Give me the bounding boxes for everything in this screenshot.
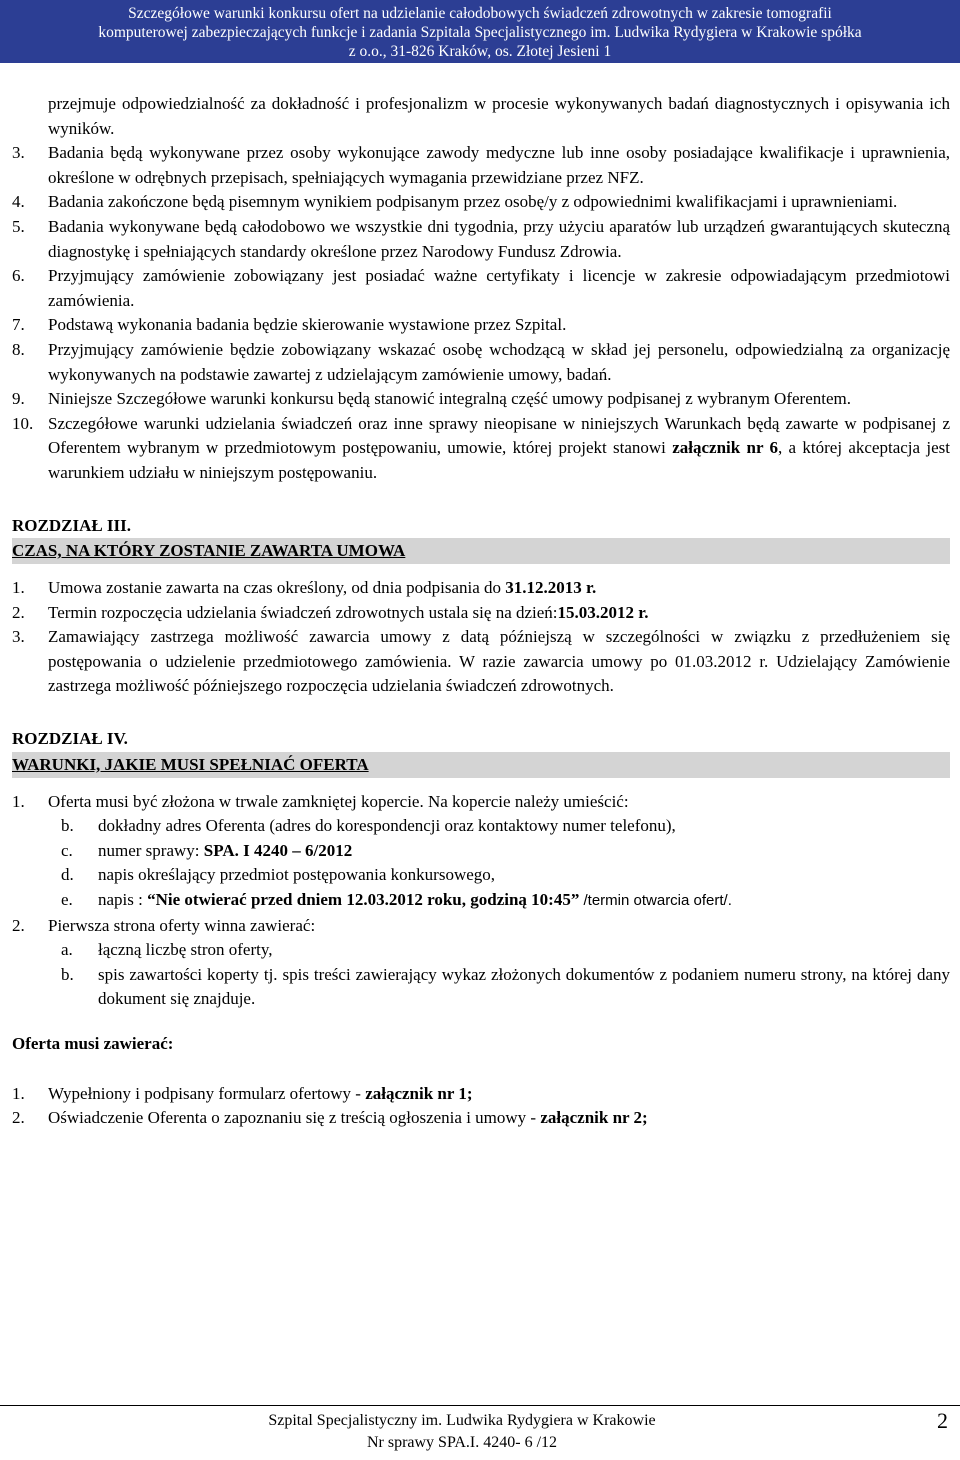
item-text: Oferta musi być złożona w trwale zamkniętej kopercie. Na kopercie należy umieścić: (48, 791, 629, 811)
list-item (12, 576, 950, 601)
sub-text (98, 839, 950, 864)
footer-text (0, 1410, 924, 1454)
chapter-heading: ROZDZIAŁ III. (12, 515, 132, 535)
envelope-label: “Nie otwierać przed dniem 12.03.2012 roku, godziną 10:45” (147, 890, 580, 910)
item-number: 10. (12, 413, 34, 433)
sub-item (12, 963, 950, 1012)
sub-text-part: /termin otwarcia ofert/. (579, 892, 732, 910)
item-number: 3. (12, 627, 25, 647)
document-body (0, 63, 960, 1131)
sub-text: łączną liczbę stron oferty, (98, 940, 273, 960)
sub-text: dokładny adres Oferenta (adres do korespondencji oraz kontaktowy numer telefonu), (98, 816, 676, 836)
item-text (48, 601, 950, 626)
item-number: 8. (12, 339, 25, 359)
item-number: 2. (12, 1108, 25, 1128)
sub-item (12, 888, 950, 914)
item-text: Badania zakończone będą pisemnym wynikiem podpisanym przez osobę/y z odpowiednimi kwalifikacjami i uprawnieniami. (48, 192, 898, 212)
sub-letter: d. (61, 865, 74, 885)
sub-text-part: napis : (98, 890, 148, 910)
page-footer (0, 1405, 960, 1455)
item-text: Zamawiający zastrzega możliwość zawarcia umowy z datą późniejszą w szczególności w związku z przedłużeniem się postępowania o udzielenie przedmiotowego zamówienia. W razie zawarcia umowy po 01.03.2012 r. Udzielający Zamówienie zastrzega możliwość późniejszego rozpoczęcia udzielania świadczeń zdrowotnych. (48, 627, 950, 696)
section-heading: Oferta musi zawierać: (12, 1034, 174, 1053)
page-number: 2 (937, 1408, 948, 1433)
offer-contents-list (12, 1082, 950, 1131)
continuation-paragraph: przejmuje odpowiedzialność za dokładność i profesjonalizm w procesie wykonywanych badań diagnostycznych i opisywania ich wyników. (48, 94, 950, 138)
item-text: Przyjmujący zamówienie zobowiązany jest posiadać ważne certyfikaty i licencje w zakresie odpowiadającym przedmiotowi zamówienia. (48, 266, 950, 310)
item-number: 6. (12, 266, 25, 286)
item-text-part: , a której akceptacja jest warunkiem udziału w niniejszym postępowaniu. (48, 438, 950, 482)
item-number: 2. (12, 915, 25, 935)
item-text (48, 412, 950, 486)
sub-text-part: numer sprawy: (98, 840, 204, 860)
header-line-1: Szczegółowe warunki konkursu ofert na udzielanie całodobowych świadczeń zdrowotnych w zakresie tomografii (128, 5, 832, 22)
list-item (12, 1082, 950, 1107)
sub-item (12, 814, 950, 839)
item-text-part: Wypełniony i podpisany formularz ofertowy - (48, 1083, 366, 1103)
sub-text: spis zawartości koperty tj. spis treści zawierający wykaz złożonych dokumentów z podaniem numeru strony, na której dany dokument się znajduje. (98, 964, 950, 1009)
item-text: Badania będą wykonywane przez osoby wykonujące zawody medyczne lub inne osoby posiadające kwalifikacje i uprawnienia, określone w odrębnych przepisach, spełniających wymagania przewidziane przez NFZ. (48, 143, 950, 187)
item-text (48, 1106, 950, 1131)
item-text: Podstawą wykonania badania będzie skierowanie wystawione przez Szpital. (48, 315, 567, 335)
item-number: 9. (12, 389, 25, 409)
case-number: SPA. I 4240 – 6/2012 (203, 840, 353, 860)
header-line-3: z o.o., 31-826 Kraków, os. Złotej Jesieni 1 (348, 43, 612, 60)
item-number: 3. (12, 143, 25, 163)
item-number: 2. (12, 602, 25, 622)
attachment-reference: załącznik nr 2; (540, 1108, 648, 1128)
attachment-reference: załącznik nr 1; (365, 1083, 473, 1103)
item-text: Badania wykonywane będą całodobowo we wszystkie dni tygodnia, przy użyciu aparatów lub urządzeń gwarantujących skuteczną diagnostykę i spełniających standardy określone przez Narodowy Fundusz Zdrowia. (48, 216, 950, 261)
chapter-title: WARUNKI, JAKIE MUSI SPEŁNIAĆ OFERTA (12, 752, 950, 778)
sub-letter: e. (61, 890, 73, 910)
sub-item (12, 863, 950, 888)
page-header (0, 0, 960, 63)
list-item (12, 215, 950, 264)
list-item (12, 601, 950, 626)
date-value: 31.12.2013 r. (505, 578, 597, 598)
chapter-title: CZAS, NA KTÓRY ZOSTANIE ZAWARTA UMOWA (12, 538, 950, 564)
item-text: Niniejsze Szczegółowe warunki konkursu będą stanowić integralną część umowy podpisanej z wybranym Oferentem. (48, 389, 851, 409)
list-item (12, 625, 950, 699)
item-number: 4. (12, 192, 25, 212)
list-item (12, 338, 950, 387)
item-text: Przyjmujący zamówienie będzie zobowiązany wskazać osobę wchodzącą w skład jej personelu, odpowiedzialną za organizację wykonywanych na podstawie zawartej z udzielającym zamówienie umowy, badań. (48, 339, 950, 384)
item-text-part: Oświadczenie Oferenta o zapoznaniu się z treścią ogłoszenia i umowy - (48, 1108, 541, 1128)
list-item (12, 190, 950, 215)
list-item (12, 141, 950, 190)
item-text: Pierwsza strona oferty winna zawierać: (48, 915, 316, 935)
attachment-reference: załącznik nr 6 (672, 438, 778, 458)
item-text (48, 1082, 950, 1107)
list-item (12, 313, 950, 338)
chapter3-list (12, 576, 950, 699)
item-text-part: Umowa zostanie zawarta na czas określony, od dnia podpisania do (48, 578, 506, 598)
chapter-heading: ROZDZIAŁ IV. (12, 729, 128, 749)
sub-letter: b. (61, 964, 74, 984)
list-item (12, 790, 950, 815)
sub-letter: a. (61, 940, 73, 960)
item-number: 5. (12, 216, 25, 236)
list-item (12, 914, 950, 939)
list-item (12, 1106, 950, 1131)
chapter4-list (12, 790, 950, 1012)
sub-item (12, 839, 950, 864)
list-item (12, 387, 950, 412)
sub-letter: c. (61, 840, 73, 860)
header-line-2: komputerowej zabezpieczających funkcje i zadania Szpitala Specjalistycznego im. Ludwika Rydygiera w Krakowie spółka (98, 24, 862, 41)
item-text-part: Termin rozpoczęcia udzielania świadczeń zdrowotnych ustala się na dzień: (48, 602, 558, 622)
sub-text: napis określający przedmiot postępowania konkursowego, (98, 865, 496, 885)
list-item (12, 412, 950, 486)
footer-institution: Szpital Specjalistyczny im. Ludwika Rydygiera w Krakowie (268, 1412, 656, 1429)
item-number: 1. (12, 791, 25, 811)
date-value: 15.03.2012 r. (557, 602, 649, 622)
item-text-part: Szczegółowe warunki udzielania świadczeń oraz inne sprawy nieopisane w niniejszych Warunkach będą zawarte w podpisanej z Oferentem wybranym w przedmiotowym postępowaniu, umowie, której projekt stanowi (48, 413, 950, 458)
item-text (48, 576, 950, 601)
sub-text (98, 888, 950, 914)
item-number: 1. (12, 578, 25, 598)
requirements-list (12, 141, 950, 485)
sub-letter: b. (61, 816, 74, 836)
footer-case-number: Nr sprawy SPA.I. 4240- 6 /12 (366, 1434, 558, 1451)
sub-item (12, 938, 950, 963)
item-number: 7. (12, 315, 25, 335)
item-number: 1. (12, 1083, 25, 1103)
list-item (12, 264, 950, 313)
